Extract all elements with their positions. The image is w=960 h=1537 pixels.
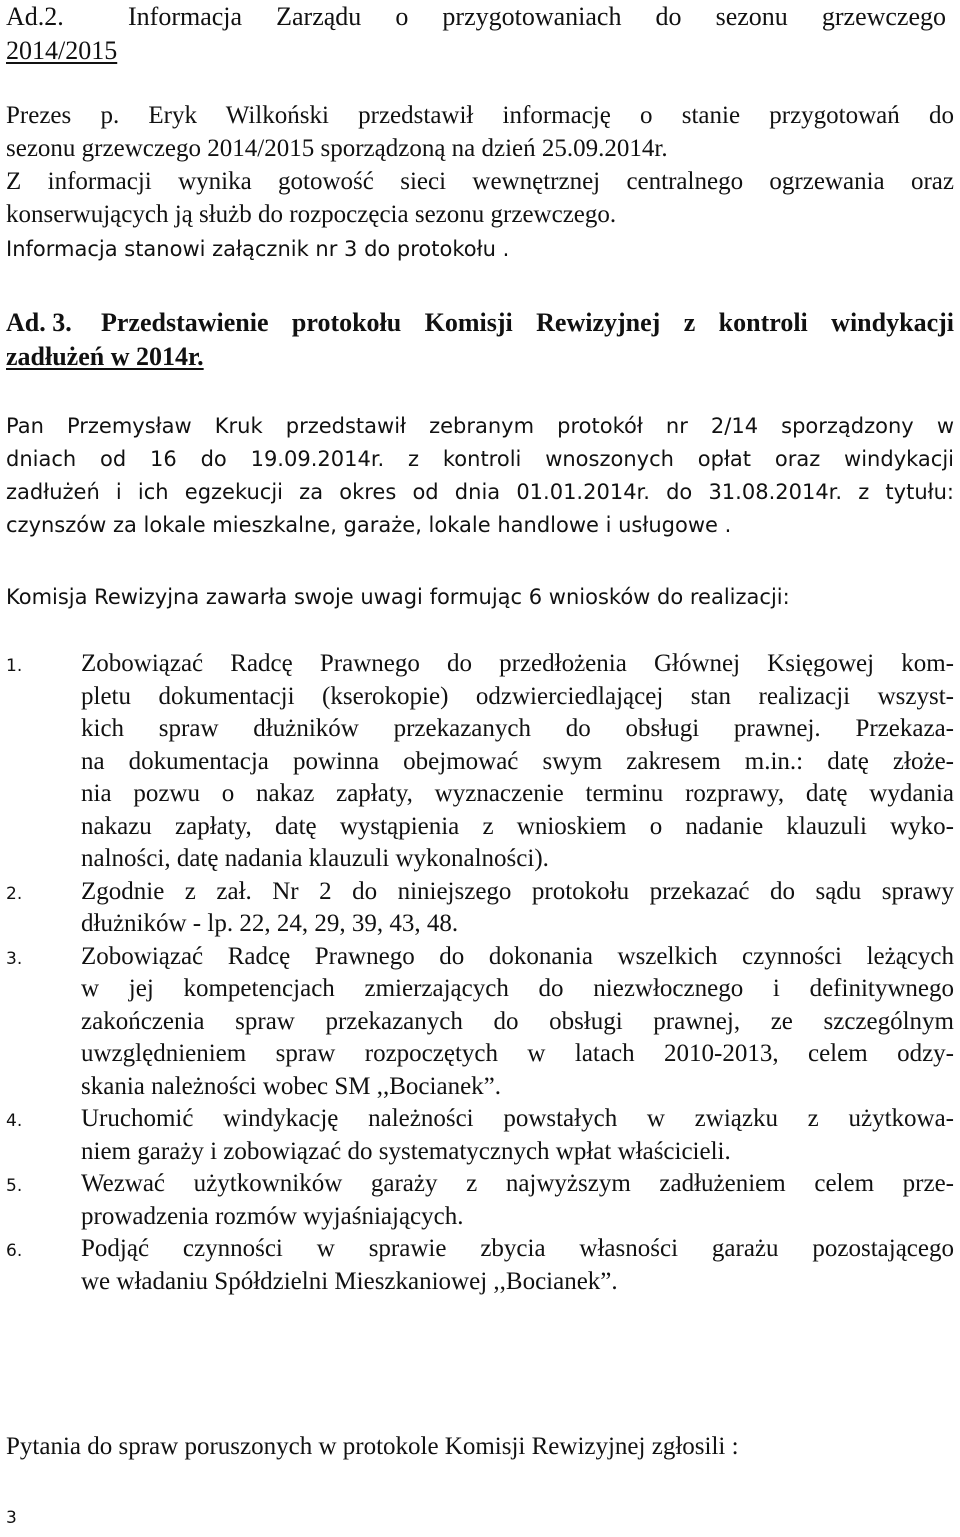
- list-item-line: Zobowiązać Radcę Prawnego do dokonania wszelkich czynności leżących: [81, 942, 954, 970]
- section-ad2-paragraph: [6, 99, 954, 231]
- questions-line: [6, 1430, 954, 1463]
- list-item-line: Wezwać użytkowników garaży z najwyższym zadłużeniem celem prze-: [81, 1170, 954, 1197]
- list-item-marker: 5.: [6, 1176, 23, 1196]
- section-ad2-title-line2: 2014/2015: [6, 36, 118, 65]
- list-item: [6, 1233, 954, 1298]
- list-item-line: we władaniu Spółdzielni Mieszkaniowej ,,Bocianek”.: [81, 1267, 618, 1295]
- ad3-p1-line-4: czynszów za lokale mieszkalne, garaże, lokale handlowe i usługowe .: [6, 513, 732, 537]
- list-item-marker: 4.: [6, 1111, 23, 1131]
- page-number: 3: [6, 1508, 17, 1528]
- ad2-line-1: Prezes p. Eryk Wilkoński przedstawił informację o stanie przygotowań do: [6, 102, 954, 129]
- list-item: [6, 941, 954, 1104]
- section-ad3-number: Ad. 3.: [6, 308, 72, 337]
- list-item-line: dłużników - lp. 22, 24, 29, 39, 43, 48.: [81, 910, 459, 937]
- list-item-line: Zobowiązać Radcę Prawnego do przedłożenia Głównej Księgowej kom-: [81, 650, 954, 677]
- section-ad3-title-line1: Przedstawienie protokołu Komisji Rewizyjnej z kontroli windykacji: [101, 308, 954, 337]
- list-item-line: pletu dokumentacji (kserokopie) odzwierciedlającej stan realizacji wszyst-: [81, 682, 954, 710]
- questions-text: Pytania do spraw poruszonych w protokole Komisji Rewizyjnej zgłosili :: [6, 1433, 739, 1460]
- list-item-line: nalności, datę nadania klauzuli wykonalności).: [81, 845, 549, 872]
- list-item-marker: 1.: [6, 656, 23, 676]
- list-item-line: uwzględnieniem spraw rozpoczętych w latach 2010-2013, celem odzy-: [81, 1040, 954, 1067]
- section-ad2-heading: [6, 0, 954, 68]
- list-item: [6, 1103, 954, 1168]
- list-item-line: w jej kompetencjach zmierzających do niezwłocznego i definitywnego: [81, 975, 954, 1002]
- list-item-line: nakazu zapłaty, datę wystąpienia z wnioskiem o nadanie klauzuli wyko-: [81, 812, 954, 840]
- ad3-paragraph-1: [6, 410, 954, 542]
- ad3-p1-line-3: zadłużeń i ich egzekucji za okres od dnia 01.01.2014r. do 31.08.2014r. z tytułu:: [6, 480, 954, 504]
- list-item-line: prowadzenia rozmów wyjaśniających.: [81, 1202, 464, 1230]
- list-item-line: na dokumentacja powinna obejmować swym zakresem m.in.: datę złoże-: [81, 747, 954, 775]
- section-ad3-title-line2: zadłużeń w 2014r.: [6, 342, 204, 371]
- list-item-line: Zgodnie z zał. Nr 2 do niniejszego protokołu przekazać do sądu sprawy: [81, 877, 954, 905]
- list-item: [6, 1168, 954, 1233]
- list-item: [6, 648, 954, 876]
- ad3-paragraph-2: [6, 581, 954, 614]
- ad2-attachment-text: Informacja stanowi załącznik nr 3 do protokołu .: [6, 237, 510, 261]
- section-ad2-number: Ad.2.: [6, 2, 64, 31]
- list-item-marker: 2.: [6, 883, 23, 904]
- ad3-p1-line-2: dniach od 16 do 19.09.2014r. z kontroli wnoszonych opłat oraz windykacji: [6, 447, 954, 471]
- section-ad2-title-line1: Informacja Zarządu o przygotowaniach do sezonu grzewczego: [128, 2, 946, 31]
- ad2-line-3: Z informacji wynika gotowość sieci wewnętrznej centralnego ogrzewania oraz: [6, 168, 954, 195]
- list-item-line: niem garaży i zobowiązać do systematycznych wpłat właścicieli.: [81, 1137, 731, 1165]
- ad3-p2-text: Komisja Rewizyjna zawarła swoje uwagi formując 6 wniosków do realizacji:: [6, 585, 790, 609]
- ad2-line-4: konserwujących ją służb do rozpoczęcia sezonu grzewczego.: [6, 201, 617, 228]
- ad2-line-2: sezonu grzewczego 2014/2015 sporządzoną na dzień 25.09.2014r.: [6, 135, 668, 162]
- list-item-line: zakończenia spraw przekazanych do obsługi prawnej, ze szczególnym: [81, 1007, 954, 1035]
- list-item-marker: 6.: [6, 1241, 23, 1261]
- list-item-line: Podjąć czynności w sprawie zbycia własności garażu pozostającego: [81, 1235, 954, 1262]
- list-item-marker: 3.: [6, 948, 23, 969]
- section-ad3-heading: [6, 306, 954, 374]
- list-item-line: kich spraw dłużników przekazanych do obsługi prawnej. Przekaza-: [81, 715, 954, 742]
- recommendations-list: [6, 648, 954, 1298]
- ad3-p1-line-1: Pan Przemysław Kruk przedstawił zebranym protokół nr 2/14 sporządzony w: [6, 414, 954, 438]
- list-item-line: Uruchomić windykację należności powstałych w związku z użytkowa-: [81, 1105, 954, 1132]
- ad2-attachment-note: [6, 233, 954, 266]
- list-item-line: skania należności wobec SM ,,Bocianek”.: [81, 1072, 502, 1100]
- list-item-line: nia pozwu o nakaz zapłaty, wyznaczenie terminu rozprawy, datę wydania: [81, 780, 954, 807]
- list-item: [6, 876, 954, 941]
